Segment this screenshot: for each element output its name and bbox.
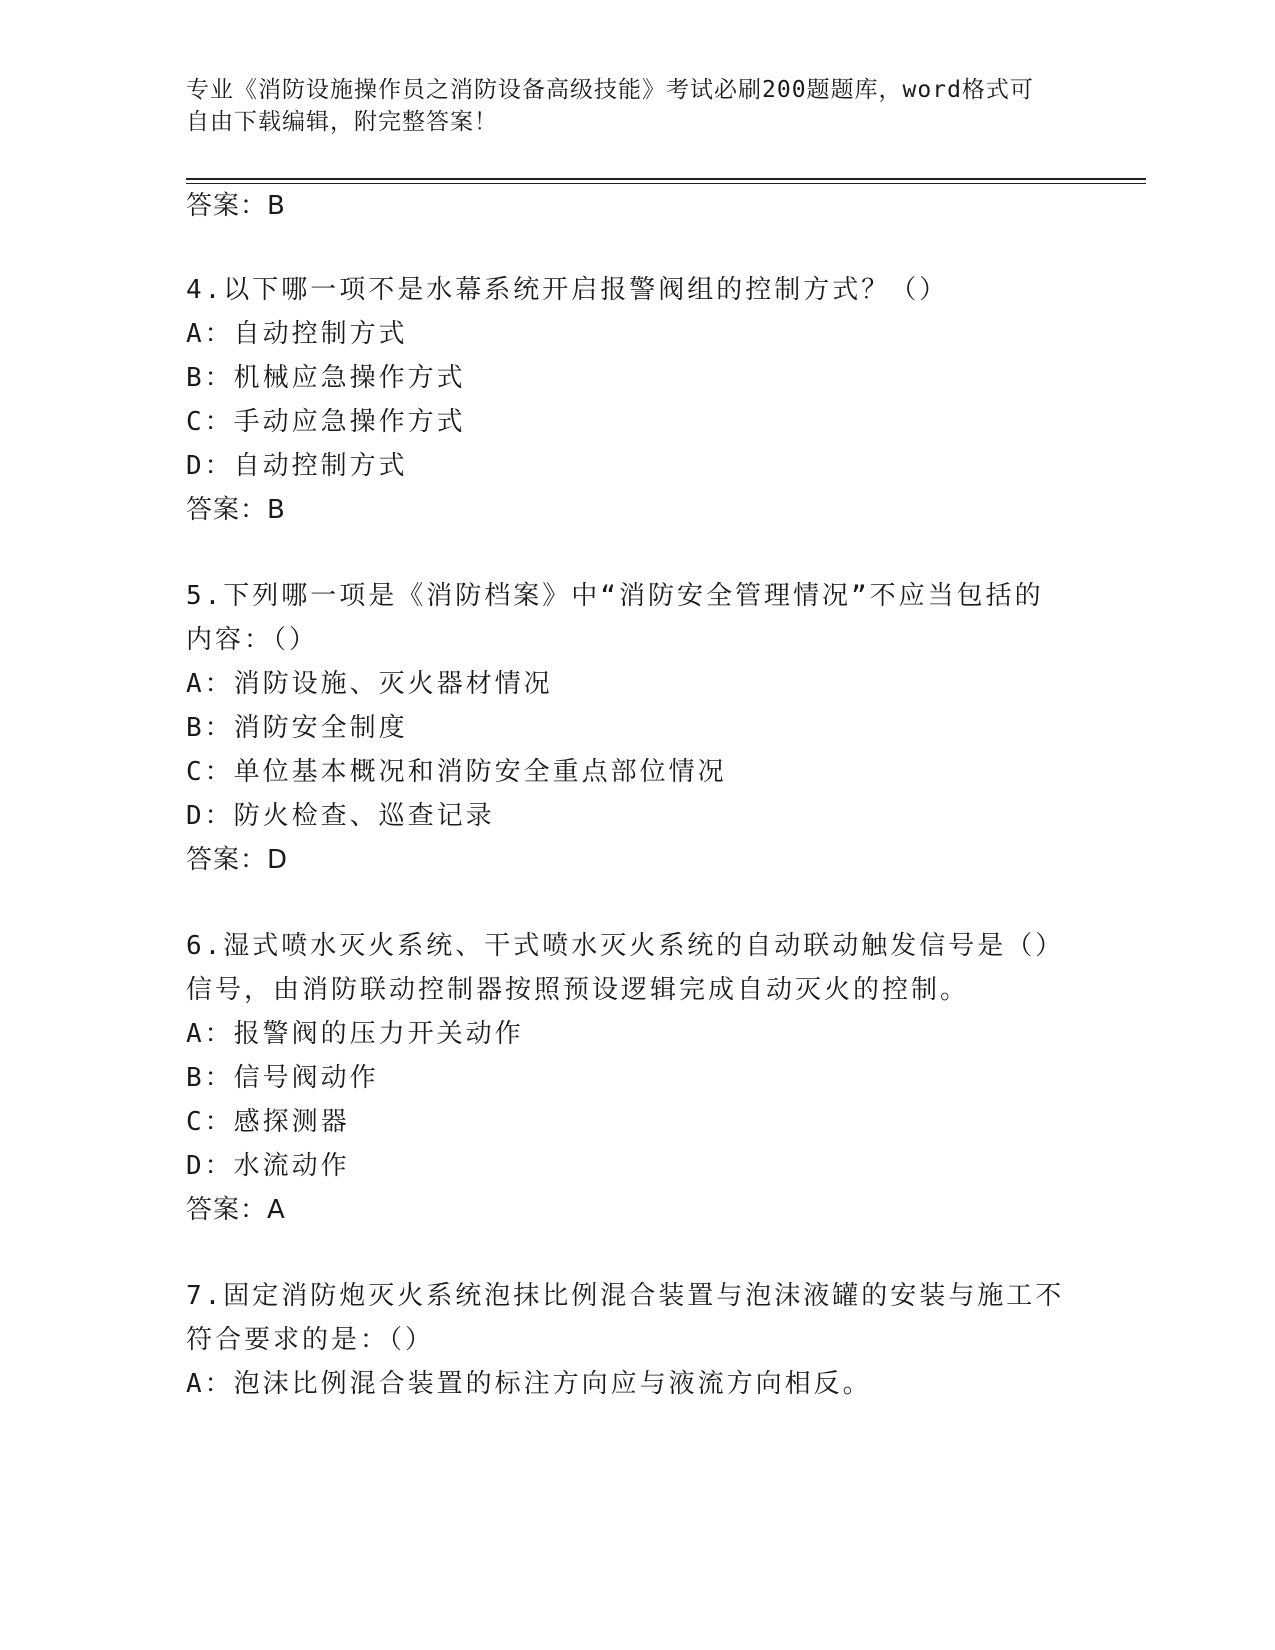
- question-5-option-b: B：消防安全制度: [186, 713, 408, 743]
- question-7-stem-line-2: 符合要求的是：（）: [186, 1325, 435, 1355]
- question-5-option-a: A：消防设施、灭火器材情况: [186, 669, 553, 699]
- question-4-option-d: D：自动控制方式: [186, 451, 408, 481]
- question-7-stem-line-1: 7.固定消防炮灭火系统泡抹比例混合装置与泡沫液罐的安装与施工不: [186, 1281, 1065, 1311]
- header-divider-thick: [186, 178, 1146, 180]
- question-6-stem-line-2: 信号，由消防联动控制器按照预设逻辑完成自动灭火的控制。: [186, 975, 970, 1005]
- question-6-stem-line-1: 6.湿式喷水灭火系统、干式喷水灭火系统的自动联动触发信号是（）: [186, 931, 1065, 961]
- question-4-option-a: A：自动控制方式: [186, 319, 408, 349]
- question-6-option-b: B：信号阀动作: [186, 1063, 379, 1093]
- question-5-stem-line-1: 5.下列哪一项是《消防档案》中“消防安全管理情况”不应当包括的: [186, 581, 1044, 611]
- question-6-option-a: A：报警阀的压力开关动作: [186, 1019, 524, 1049]
- question-6-option-d: D：水流动作: [186, 1151, 350, 1181]
- question-6-answer: 答案：A: [186, 1195, 286, 1225]
- question-4-option-b: B：机械应急操作方式: [186, 363, 466, 393]
- document-header: [186, 74, 1066, 138]
- question-4-stem: 4.以下哪一项不是水幕系统开启报警阀组的控制方式？（）: [186, 275, 949, 305]
- question-7-option-a: A：泡沫比例混合装置的标注方向应与液流方向相反。: [186, 1369, 872, 1399]
- question-5-stem-line-2: 内容：（）: [186, 625, 319, 655]
- question-5-answer: 答案：D: [186, 845, 289, 875]
- question-5-option-c: C：单位基本概况和消防安全重点部位情况: [186, 757, 727, 787]
- question-4-option-c: C：手动应急操作方式: [186, 407, 466, 437]
- header-divider-thin: [186, 183, 1146, 184]
- question-4-answer: 答案：B: [186, 495, 286, 525]
- header-line-1: 专业《消防设施操作员之消防设备高级技能》考试必刷200题题库，word格式可: [186, 77, 1034, 103]
- question-5-option-d: D：防火检查、巡查记录: [186, 801, 495, 831]
- header-line-2: 自由下载编辑，附完整答案！: [186, 109, 498, 135]
- previous-answer: 答案：B: [186, 191, 286, 221]
- question-6-option-c: C：感探测器: [186, 1107, 350, 1137]
